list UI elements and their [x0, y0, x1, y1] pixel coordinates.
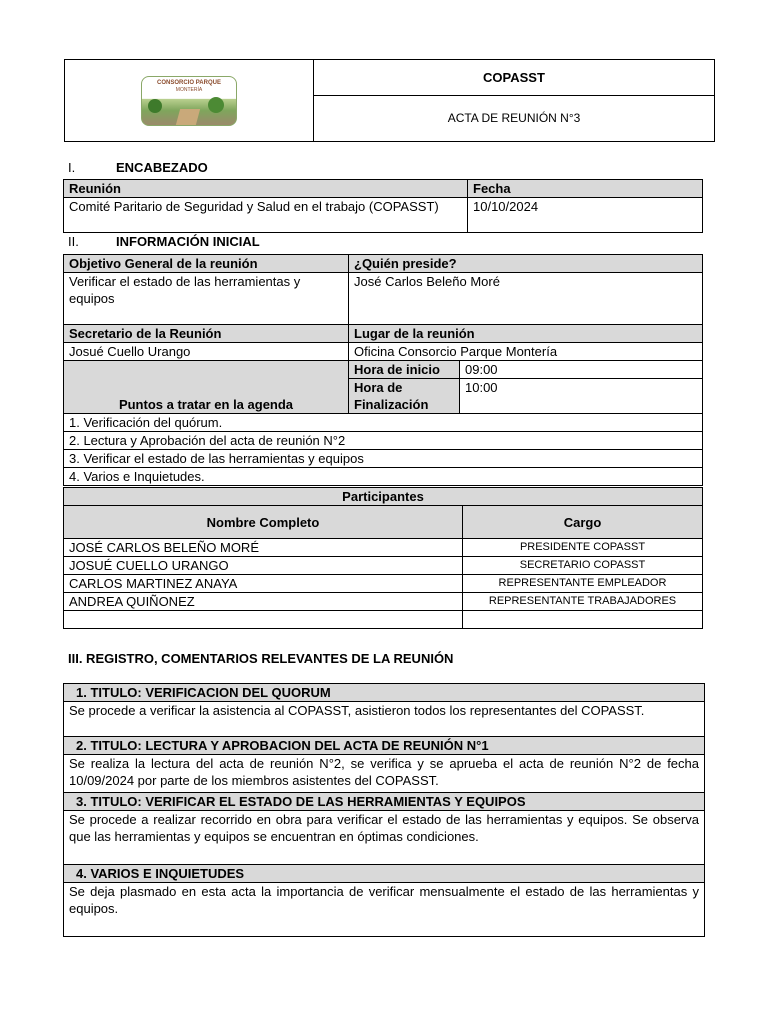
- fecha-label: Fecha: [468, 180, 703, 198]
- logo-trees: [208, 97, 224, 113]
- fecha-value: 10/10/2024: [468, 198, 703, 233]
- secretario-value: Josué Cuello Urango: [64, 343, 349, 361]
- participante-empty-cell: [463, 611, 703, 629]
- nombre-header: Nombre Completo: [64, 506, 463, 539]
- preside-label: ¿Quién preside?: [349, 255, 703, 273]
- section1-table: [63, 179, 703, 233]
- section1-numeral: I.: [68, 160, 76, 175]
- company-logo: [141, 76, 237, 126]
- section1-title: ENCABEZADO: [116, 160, 208, 175]
- doc-title: COPASST: [314, 60, 715, 96]
- reunion-label: Reunión: [64, 180, 468, 198]
- participante-nombre: JOSUÉ CUELLO URANGO: [64, 557, 463, 575]
- registro-item-title: 1. TITULO: VERIFICACION DEL QUORUM: [64, 684, 705, 702]
- agenda-item: 3. Verificar el estado de las herramientas y equipos: [64, 450, 703, 468]
- participante-cargo: SECRETARIO COPASST: [463, 557, 703, 575]
- section3-heading: III. REGISTRO, COMENTARIOS RELEVANTES DE LA REUNIÓN: [68, 651, 454, 666]
- section2-title: INFORMACIÓN INICIAL: [116, 234, 260, 249]
- agenda-item: 1. Verificación del quórum.: [64, 414, 703, 432]
- participantes-label: Participantes: [64, 488, 703, 506]
- logo-path: [176, 109, 200, 125]
- doc-subtitle: ACTA DE REUNIÓN N°3: [314, 96, 715, 142]
- hora-inicio-value: 09:00: [460, 361, 703, 379]
- section2-numeral: II.: [68, 234, 79, 249]
- logo-cell: [65, 60, 314, 142]
- secretario-label: Secretario de la Reunión: [64, 325, 349, 343]
- registro-item-text: Se procede a verificar la asistencia al COPASST, asistieron todos los representantes del COPASST.: [64, 702, 705, 737]
- hora-fin-value: 10:00: [460, 379, 703, 414]
- logo-trees: [148, 99, 162, 113]
- section2-heading: [68, 234, 260, 249]
- preside-value: José Carlos Beleño Moré: [349, 273, 703, 325]
- section2-table: [63, 254, 703, 486]
- registro-item-text: Se deja plasmado en esta acta la importancia de verificar mensualmente el estado de las herramientas y equipos.: [64, 883, 705, 937]
- participante-nombre: CARLOS MARTINEZ ANAYA: [64, 575, 463, 593]
- registro-item-title: 2. TITULO: LECTURA Y APROBACION DEL ACTA DE REUNIÓN N°1: [64, 737, 705, 755]
- section3-table: [63, 683, 705, 937]
- hora-inicio-label: Hora de inicio: [349, 361, 460, 379]
- puntos-label: Puntos a tratar en la agenda: [64, 361, 349, 414]
- reunion-value: Comité Paritario de Seguridad y Salud en el trabajo (COPASST): [64, 198, 468, 233]
- participante-cargo: REPRESENTANTE TRABAJADORES: [463, 593, 703, 611]
- participante-cargo: REPRESENTANTE EMPLEADOR: [463, 575, 703, 593]
- cargo-header: Cargo: [463, 506, 703, 539]
- objetivo-label: Objetivo General de la reunión: [64, 255, 349, 273]
- logo-text-line1: CONSORCIO PARQUE: [157, 79, 221, 86]
- agenda-item: 4. Varios e Inquietudes.: [64, 468, 703, 486]
- header-table: [64, 59, 715, 142]
- participante-empty-cell: [64, 611, 463, 629]
- hora-fin-label: Hora de Finalización: [349, 379, 460, 414]
- registro-item-text: Se realiza la lectura del acta de reunión N°2, se verifica y se aprueba el acta de reunión N°2 de fecha 10/09/2024 por parte de los miembros asistentes del COPASST.: [64, 755, 705, 793]
- section1-heading: [68, 160, 208, 175]
- lugar-value: Oficina Consorcio Parque Montería: [349, 343, 703, 361]
- participantes-table: [63, 487, 703, 629]
- objetivo-value: Verificar el estado de las herramientas y equipos: [64, 273, 349, 325]
- agenda-item: 2. Lectura y Aprobación del acta de reunión N°2: [64, 432, 703, 450]
- lugar-label: Lugar de la reunión: [349, 325, 703, 343]
- participante-cargo: PRESIDENTE COPASST: [463, 539, 703, 557]
- registro-item-text: Se procede a realizar recorrido en obra para verificar el estado de las herramientas y equipos. Se observa que las herramientas y equipos se encuentran en óptimas condiciones.: [64, 811, 705, 865]
- registro-item-title: 4. VARIOS E INQUIETUDES: [64, 865, 705, 883]
- participante-nombre: JOSÉ CARLOS BELEÑO MORÉ: [64, 539, 463, 557]
- registro-item-title: 3. TITULO: VERIFICAR EL ESTADO DE LAS HERRAMIENTAS Y EQUIPOS: [64, 793, 705, 811]
- participante-nombre: ANDREA QUIÑONEZ: [64, 593, 463, 611]
- logo-text-line2: MONTERÍA: [175, 86, 203, 93]
